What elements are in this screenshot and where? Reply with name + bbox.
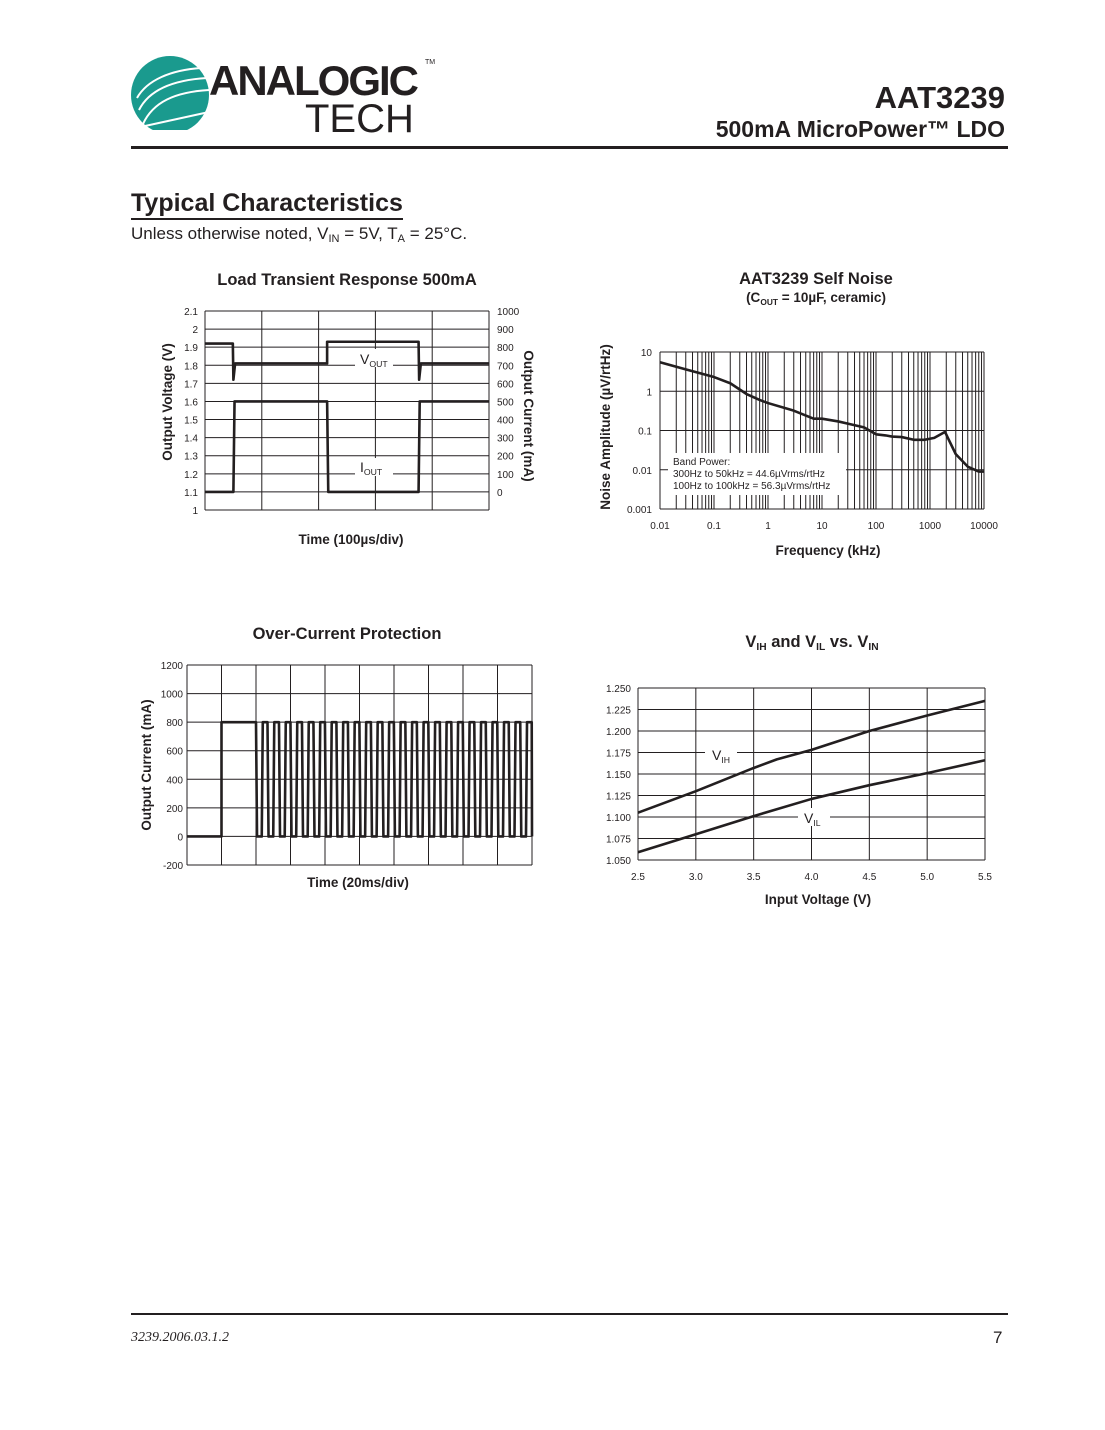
section-title: Typical Characteristics: [131, 189, 403, 220]
logo-tm: TM: [425, 59, 436, 66]
x-axis-label: Time (100µs/div): [298, 532, 404, 547]
x-tick-label: 0.1: [707, 521, 721, 532]
x-axis-label: Frequency (kHz): [775, 543, 881, 558]
y-tick-label: 0.01: [632, 465, 652, 477]
y2-tick-label: 900: [497, 325, 514, 337]
x-tick-label: 5.5: [978, 872, 992, 883]
vih-label-part: V: [712, 747, 722, 763]
x-tick-label: 4.0: [804, 872, 819, 883]
y-tick-label: 1.050: [605, 856, 631, 867]
x-tick-label: 4.5: [862, 872, 877, 883]
y2-tick-label: 300: [497, 433, 514, 445]
x-tick-label: 1: [765, 521, 771, 532]
y-tick-label: 1.200: [605, 727, 631, 738]
x-tick-label: 3.0: [688, 872, 703, 883]
y2-tick-label: 600: [497, 379, 514, 391]
part-subtitle: 500mA MicroPower™ LDO: [715, 116, 1005, 142]
y-tick-label: 1.2: [184, 469, 198, 481]
chart-title: AAT3239 Self Noise: [739, 270, 893, 288]
y2-tick-label: 700: [497, 361, 514, 373]
chart-subtitle-part: OUT: [760, 297, 778, 307]
vout-label-part: V: [360, 351, 370, 367]
x-tick-label: 10000: [970, 521, 998, 532]
logo-word-analogic: ANALOGIC: [209, 57, 417, 104]
y-tick-label: 0.1: [638, 426, 652, 438]
y-tick-label: 1.6: [184, 397, 198, 409]
chart-self-noise: [598, 270, 998, 558]
y-tick-label: 1.250: [605, 684, 631, 695]
iout-label-part: I: [360, 459, 364, 475]
y-tick-label: 600: [166, 746, 183, 758]
x-tick-label: 1000: [918, 521, 942, 532]
band-power-annotation: 300Hz to 50kHz = 44.6µVrms/rtHz: [673, 469, 825, 480]
y-tick-label: 200: [166, 803, 183, 815]
y-tick-label: 1.7: [184, 379, 198, 391]
y2-axis-label: Output Current (mA): [521, 350, 536, 482]
y-tick-label: 1.3: [184, 451, 198, 463]
x-tick-label: 10: [816, 521, 828, 532]
document-id: 3239.2006.03.1.2: [131, 1330, 229, 1345]
y2-tick-label: 200: [497, 451, 514, 463]
chart-title-part: and V: [766, 633, 817, 651]
y-tick-label: 1.075: [605, 834, 631, 846]
band-power-annotation: 100Hz to 100kHz = 56.3µVrms/rtHz: [673, 481, 831, 492]
y-axis-label: Output Voltage (V): [160, 343, 175, 461]
x-tick-label: 0.01: [650, 521, 670, 532]
y2-tick-label: 500: [497, 397, 514, 409]
y-tick-label: 1: [646, 387, 652, 399]
page-number: 7: [993, 1328, 1003, 1347]
y2-tick-label: 800: [497, 343, 514, 355]
vih-label-part: IH: [721, 755, 731, 765]
y-tick-label: 1.150: [605, 770, 631, 781]
x-tick-label: 100: [867, 521, 885, 532]
y-tick-label: 1.100: [605, 813, 631, 824]
y-axis-label: Output Current (mA): [139, 699, 154, 831]
chart-vih-vil: [606, 684, 992, 907]
x-axis-label: Input Voltage (V): [764, 892, 872, 907]
x-axis-label: Time (20ms/div): [307, 875, 409, 890]
band-power-annotation: Band Power:: [673, 457, 731, 468]
y-tick-label: 1000: [160, 689, 183, 701]
chart-title-part: IL: [816, 642, 826, 653]
y-tick-label: 1.125: [605, 791, 631, 803]
footer-divider: [131, 1313, 1008, 1315]
y-tick-label: 1.1: [184, 487, 198, 499]
chart-title-part: IN: [868, 642, 879, 653]
y-tick-label: 1.175: [605, 748, 631, 760]
y-tick-label: 0.001: [626, 505, 652, 516]
y-tick-label: 1.9: [184, 343, 198, 355]
x-tick-label: 3.5: [746, 872, 761, 883]
logo-word-tech: TECH: [305, 97, 414, 141]
vil-label-part: IL: [813, 818, 821, 828]
chart-title: [745, 633, 878, 653]
y2-tick-label: 0: [497, 487, 503, 499]
section-conditions: Unless otherwise noted, $V_{IN} = 5V$, $T_A = 25^\circ C$.: [131, 224, 468, 245]
y2-tick-label: 400: [497, 415, 514, 427]
iout-label-part: OUT: [363, 467, 383, 477]
y-tick-label: -200: [162, 861, 183, 872]
chart-title-part: V: [745, 633, 757, 651]
vil-label-part: V: [804, 810, 814, 826]
y-tick-label: 2.1: [184, 307, 198, 318]
y-tick-label: 0: [177, 832, 183, 844]
y-tick-label: 1200: [160, 661, 183, 672]
part-number: AAT3239: [874, 80, 1005, 115]
x-tick-label: 5.0: [920, 872, 935, 883]
y-tick-label: 1: [192, 506, 198, 517]
y-tick-label: 10: [640, 348, 652, 359]
vout-label-part: OUT: [369, 359, 388, 369]
y-tick-label: 1.4: [184, 433, 198, 445]
y-tick-label: 400: [166, 775, 183, 787]
y-tick-label: 1.5: [184, 415, 198, 427]
chart-title: Over-Current Protection: [252, 625, 442, 643]
y-tick-label: 800: [166, 718, 183, 730]
y-tick-label: 1.8: [184, 361, 198, 373]
chart-title-part: IH: [756, 642, 767, 653]
y-tick-label: 1.225: [605, 705, 631, 717]
y2-tick-label: 1000: [497, 307, 520, 318]
chart-subtitle-part: = 10µF, ceramic): [777, 290, 886, 305]
y-axis-label: Noise Amplitude (µV/rtHz): [598, 344, 613, 510]
chart-title: Load Transient Response 500mA: [217, 271, 477, 289]
y2-tick-label: 100: [497, 469, 514, 481]
chart-subtitle-part: (C: [746, 290, 761, 305]
series-iout: [205, 401, 489, 491]
chart-subtitle: [746, 290, 886, 307]
chart-load-transient: [160, 271, 536, 547]
y-tick-label: 2: [192, 325, 198, 337]
chart-title-part: vs. V: [825, 633, 869, 651]
chart-over-current: [139, 625, 532, 890]
x-tick-label: 2.5: [631, 872, 645, 883]
